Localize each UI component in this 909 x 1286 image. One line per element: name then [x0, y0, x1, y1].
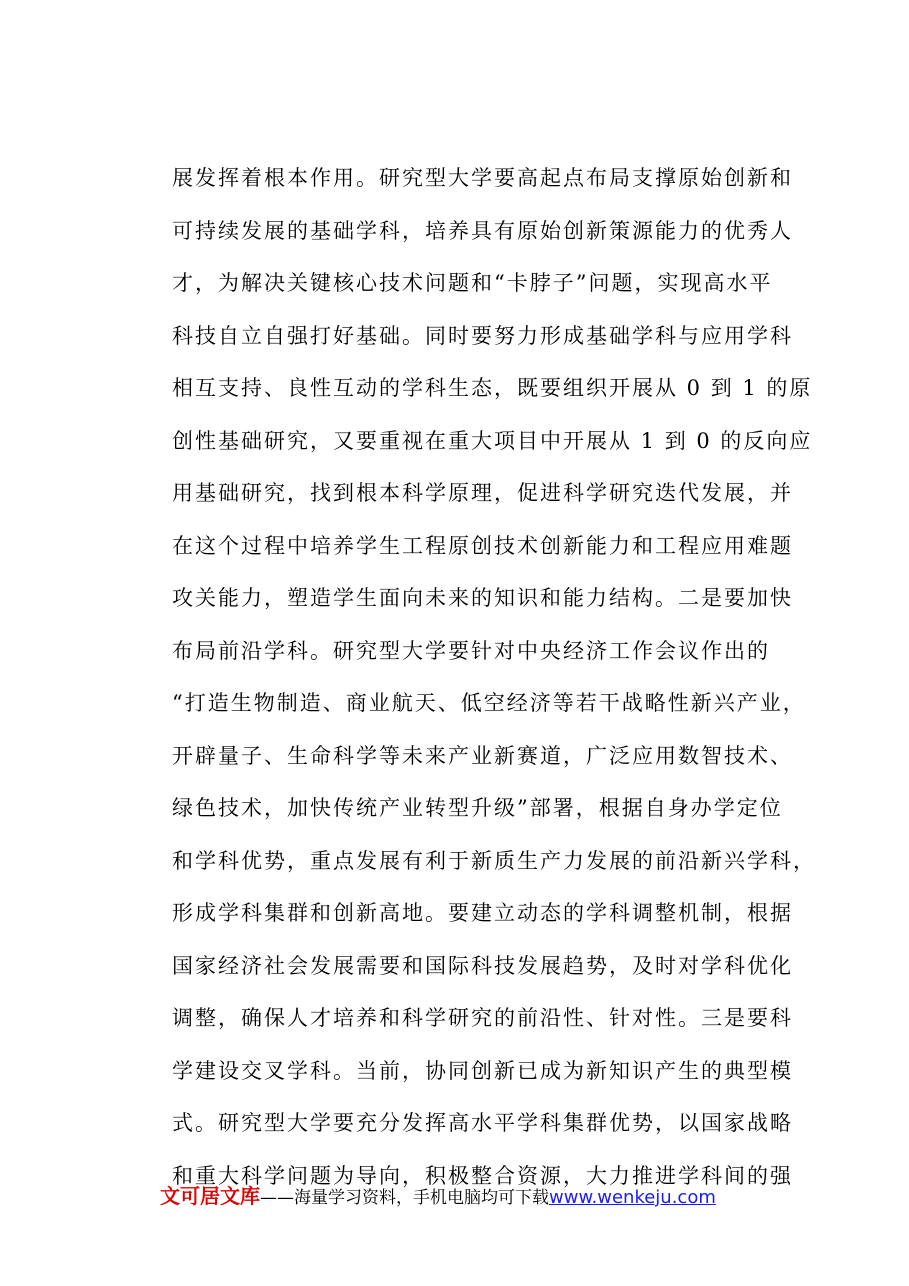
text-line: 科技自立自强打好基础。同时要努力形成基础学科与应用学科 [172, 323, 793, 348]
text-line: 攻关能力，塑造学生面向未来的知识和能力结构。二是要加快 [172, 586, 793, 610]
footer-brand: 文可居文库 [160, 1184, 260, 1208]
text-line: 国家经济社会发展需要和国际科技发展趋势，及时对学科优化 [172, 953, 793, 978]
text-line: 和学科优势，重点发展有利于新质生产力发展的前沿新兴学科， [172, 848, 816, 873]
text-line: 可持续发展的基础学科，培养具有原始创新策源能力的优秀人 [172, 218, 793, 243]
text-line: 学建设交叉学科。当前，协同创新已成为新知识产生的典型模 [172, 1058, 793, 1083]
body-text [172, 152, 816, 1202]
text-line: 创性基础研究，又要重视在重大项目中开展从 1 到 0 的反向应 [172, 428, 813, 453]
text-line: 调整，确保人才培养和科学研究的前沿性、针对性。三是要科 [172, 1006, 793, 1030]
footer-banner [160, 1180, 800, 1212]
text-line: 布局前沿学科。研究型大学要针对中央经济工作会议作出的 [172, 638, 770, 663]
text-line: 式。研究型大学要充分发挥高水平学科集群优势，以国家战略 [172, 1111, 793, 1135]
text-line: 展发挥着根本作用。研究型大学要高起点布局支撑原始创新和 [172, 166, 793, 190]
text-line: 相互支持、良性互动的学科生态，既要组织开展从 0 到 1 的原 [172, 376, 813, 400]
text-line: 和重大科学问题为导向，积极整合资源，大力推进学科间的强 [172, 1163, 793, 1188]
text-line: “打造生物制造、商业航天、低空经济等若干战略性新兴产业， [172, 691, 806, 715]
footer-tagline: ——海量学习资料，手机电脑均可下载 [260, 1188, 549, 1208]
text-line: 绿色技术，加快传统产业转型升级”部署，根据自身办学定位 [172, 796, 783, 820]
text-line: 形成学科集群和创新高地。要建立动态的学科调整机制，根据 [172, 901, 793, 925]
footer-website-link[interactable]: www.wenkeju.com [549, 1187, 716, 1208]
text-line: 用基础研究，找到根本科学原理，促进科学研究迭代发展，并 [172, 481, 793, 505]
text-line: 在这个过程中培养学生工程原创技术创新能力和工程应用难题 [172, 533, 793, 558]
text-line: 才，为解决关键核心技术问题和“卡脖子”问题，实现高水平 [172, 271, 773, 295]
text-line: 开辟量子、生命科学等未来产业新赛道，广泛应用数智技术、 [172, 743, 793, 768]
